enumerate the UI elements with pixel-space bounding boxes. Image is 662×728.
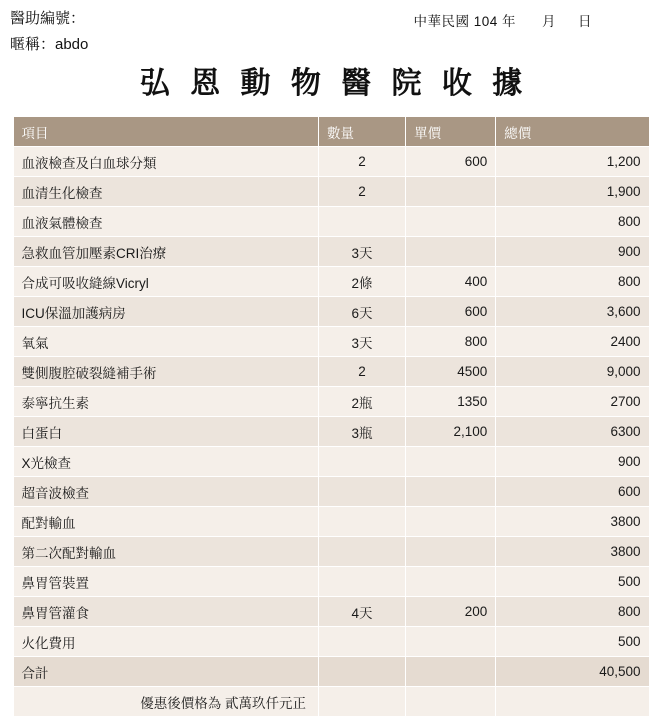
table-header xyxy=(13,117,649,147)
cell-total: 1,200 xyxy=(496,147,649,177)
document-header xyxy=(0,0,662,58)
table-row xyxy=(13,207,649,237)
cell-unit-price xyxy=(406,627,496,657)
table-row xyxy=(13,537,649,567)
column-header-quantity: 數量 xyxy=(318,117,405,147)
cell-item: ICU保溫加護病房 xyxy=(13,297,318,327)
cell-total: 3800 xyxy=(496,507,649,537)
cell-quantity: 2 xyxy=(318,147,405,177)
cell-total: 3,600 xyxy=(496,297,649,327)
summary-quantity xyxy=(318,657,405,687)
cell-item: 火化費用 xyxy=(13,627,318,657)
cell-item: 鼻胃管灌食 xyxy=(13,597,318,627)
cell-item: 雙側腹腔破裂縫補手術 xyxy=(13,357,318,387)
discount-note: 優惠後價格為 貳萬玖仟元正 xyxy=(13,687,318,717)
table-body xyxy=(13,147,649,717)
cell-item: 血液檢查及白血球分類 xyxy=(13,147,318,177)
cell-quantity xyxy=(318,627,405,657)
cell-unit-price: 600 xyxy=(406,297,496,327)
cell-total: 600 xyxy=(496,477,649,507)
cell-quantity xyxy=(318,447,405,477)
table-row xyxy=(13,507,649,537)
summary-label: 合計 xyxy=(13,657,318,687)
table-row xyxy=(13,327,649,357)
cell-item: 第二次配對輸血 xyxy=(13,537,318,567)
receipt-table xyxy=(13,116,650,717)
cell-total: 800 xyxy=(496,207,649,237)
table-header-row xyxy=(13,117,649,147)
cell-item: 急救血管加壓素CRI治療 xyxy=(13,237,318,267)
page-title: 弘 恩 動 物 醫 院 收 據 xyxy=(139,67,529,100)
cell-quantity xyxy=(318,537,405,567)
cell-total: 2700 xyxy=(496,387,649,417)
table-row xyxy=(13,357,649,387)
cell-quantity: 4天 xyxy=(318,597,405,627)
column-header-unit-price: 單價 xyxy=(406,117,496,147)
cell-unit-price: 800 xyxy=(406,327,496,357)
cell-total: 6300 xyxy=(496,417,649,447)
cell-unit-price: 400 xyxy=(406,267,496,297)
cell-quantity xyxy=(318,567,405,597)
cell-unit-price xyxy=(406,207,496,237)
cell-item: 合成可吸收縫線Vicryl xyxy=(13,267,318,297)
cell-item: 血液氣體檢查 xyxy=(13,207,318,237)
cell-total: 9,000 xyxy=(496,357,649,387)
cell-unit-price: 2,100 xyxy=(406,417,496,447)
cell-quantity: 2瓶 xyxy=(318,387,405,417)
cell-total: 800 xyxy=(496,267,649,297)
column-header-item: 項目 xyxy=(13,117,318,147)
cell-item: 超音波檢查 xyxy=(13,477,318,507)
cell-unit-price xyxy=(406,567,496,597)
cell-total: 900 xyxy=(496,237,649,267)
cell-item: X光檢查 xyxy=(13,447,318,477)
note-blank-cell xyxy=(496,687,649,717)
summary-unit-price xyxy=(406,657,496,687)
table-row xyxy=(13,297,649,327)
table-row xyxy=(13,237,649,267)
summary-total: 40,500 xyxy=(496,657,649,687)
cell-unit-price xyxy=(406,447,496,477)
table-row xyxy=(13,177,649,207)
cell-unit-price: 600 xyxy=(406,147,496,177)
date-month: 月 xyxy=(542,14,556,29)
cell-total: 3800 xyxy=(496,537,649,567)
cell-quantity: 2 xyxy=(318,357,405,387)
table-row xyxy=(13,387,649,417)
cell-unit-price xyxy=(406,507,496,537)
cell-item: 鼻胃管裝置 xyxy=(13,567,318,597)
summary-row xyxy=(13,657,649,687)
cell-quantity: 6天 xyxy=(318,297,405,327)
cell-item: 白蛋白 xyxy=(13,417,318,447)
date-line xyxy=(413,10,592,30)
cell-total: 500 xyxy=(496,567,649,597)
cell-quantity: 3瓶 xyxy=(318,417,405,447)
cell-quantity xyxy=(318,207,405,237)
table-row xyxy=(13,627,649,657)
cell-unit-price: 1350 xyxy=(406,387,496,417)
cell-quantity: 3天 xyxy=(318,327,405,357)
table-row xyxy=(13,597,649,627)
cell-item: 配對輸血 xyxy=(13,507,318,537)
table-row xyxy=(13,267,649,297)
note-blank-cell xyxy=(318,687,405,717)
nickname-label: 暱稱：abdo xyxy=(10,36,89,53)
cell-quantity: 2 xyxy=(318,177,405,207)
cell-unit-price: 4500 xyxy=(406,357,496,387)
cell-total: 2400 xyxy=(496,327,649,357)
cell-unit-price xyxy=(406,537,496,567)
table-row xyxy=(13,567,649,597)
note-row xyxy=(13,687,649,717)
table-row xyxy=(13,417,649,447)
date-year: 中華民國 104 年 xyxy=(413,14,516,29)
cell-quantity: 3天 xyxy=(318,237,405,267)
cell-item: 泰寧抗生素 xyxy=(13,387,318,417)
cell-total: 900 xyxy=(496,447,649,477)
cell-quantity xyxy=(318,507,405,537)
table-row xyxy=(13,477,649,507)
note-blank-cell xyxy=(406,687,496,717)
cell-total: 800 xyxy=(496,597,649,627)
table-row xyxy=(13,147,649,177)
cell-unit-price: 200 xyxy=(406,597,496,627)
cell-total: 500 xyxy=(496,627,649,657)
cell-quantity xyxy=(318,477,405,507)
cell-item: 血清生化檢查 xyxy=(13,177,318,207)
cell-item: 氧氣 xyxy=(13,327,318,357)
cell-total: 1,900 xyxy=(496,177,649,207)
cell-unit-price xyxy=(406,477,496,507)
cell-unit-price xyxy=(406,177,496,207)
header-left-block xyxy=(10,6,88,58)
column-header-total: 總價 xyxy=(496,117,649,147)
cell-unit-price xyxy=(406,237,496,267)
table-row xyxy=(13,447,649,477)
cell-quantity: 2條 xyxy=(318,267,405,297)
case-number-label: 醫助編號： xyxy=(10,10,86,27)
date-day: 日 xyxy=(578,14,592,29)
